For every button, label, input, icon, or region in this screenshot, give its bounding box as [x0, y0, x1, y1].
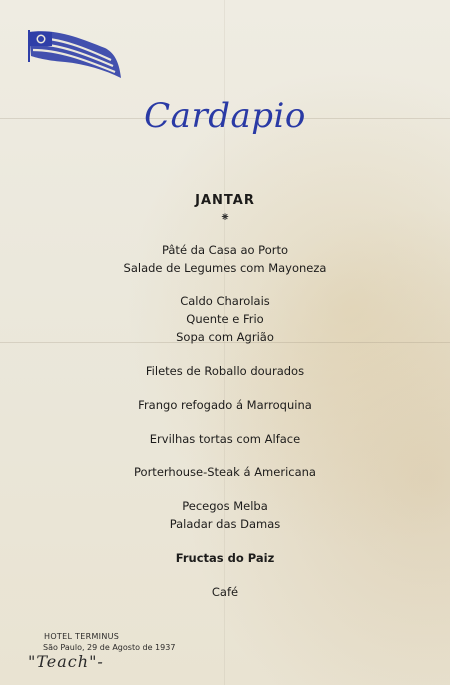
menu-item: Quente e Frio: [186, 312, 264, 326]
menu-title: Cardapio: [144, 96, 306, 136]
menu-item: Ervilhas tortas com Alface: [149, 432, 301, 446]
menu-item: Porterhouse-Steak á Americana: [134, 465, 316, 479]
menu-item: Caldo Charolais: [180, 294, 270, 308]
menu-item: Sopa com Agrião: [176, 330, 274, 344]
section-heading: JANTAR: [195, 193, 255, 208]
handwritten-signature: "Teach"-: [28, 652, 104, 671]
menu-item: Frango refogado á Marroquina: [138, 398, 312, 412]
menu-item: Filetes de Roballo dourados: [145, 364, 305, 378]
flag-icon: [25, 28, 125, 88]
ornament-icon: ⁕: [219, 210, 231, 224]
menu-item: Salade de Legumes com Mayoneza: [123, 261, 327, 275]
place-date: São Paulo, 29 de Agosto de 1937: [43, 643, 176, 652]
menu-item: Pâté da Casa ao Porto: [161, 243, 289, 257]
menu-item: Paladar das Damas: [169, 517, 281, 531]
menu-item: Café: [211, 585, 239, 599]
menu-item: Pecegos Melba: [182, 499, 268, 513]
hotel-name: HOTEL TERMINUS: [44, 632, 120, 641]
menu-item: Fructas do Paiz: [175, 551, 275, 565]
